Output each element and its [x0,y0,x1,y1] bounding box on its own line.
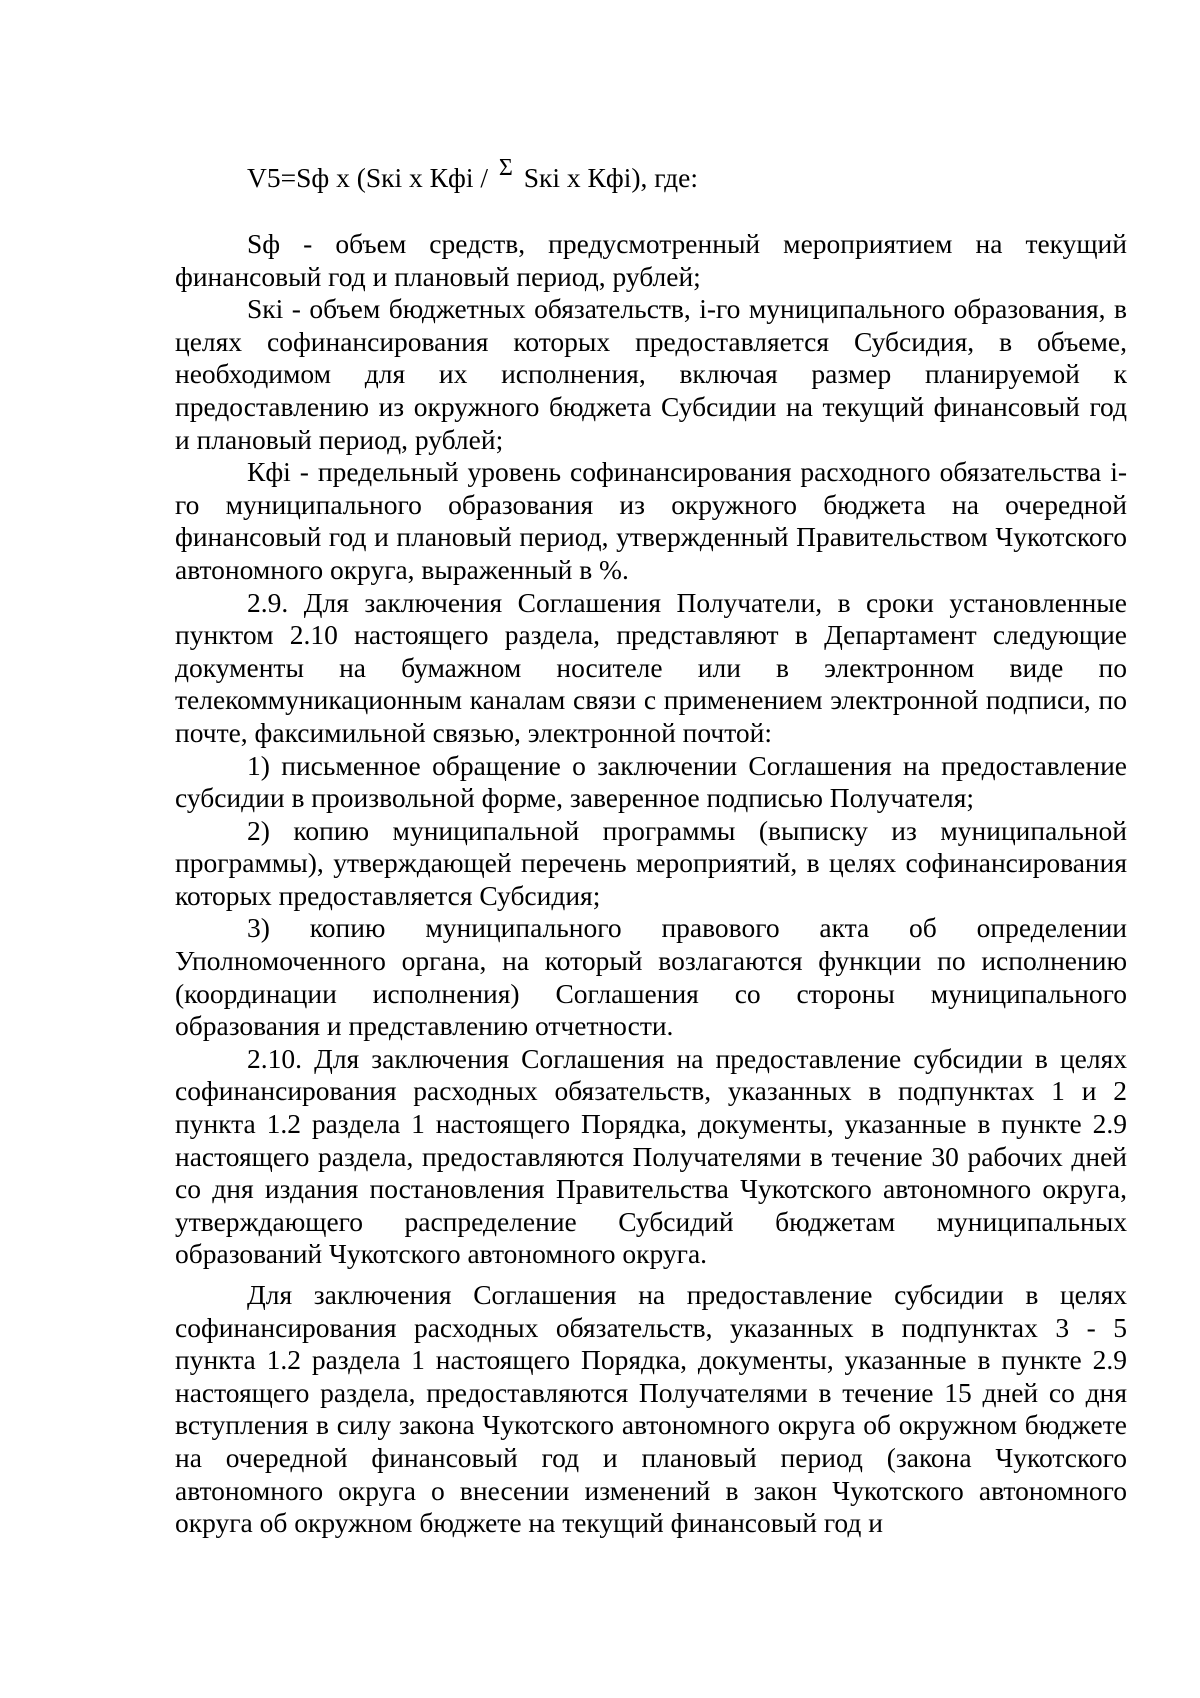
paragraph-item-2: 2) копию муниципальной программы (выписку из муниципальной программы), утверждающей перечень мероприятий, в целях софинансирования которых предоставляется Субсидия; [175,814,1127,911]
paragraph-sf-definition: Sф - объем средств, предусмотренный мероприятием на текущий финансовый год и плановый период, рублей; [175,228,1127,292]
paragraph-2-9: 2.9. Для заключения Соглашения Получатели, в сроки установленные пунктом 2.10 настоящего раздела, представляют в Департамент следующие документы на бумажном носителе или в электронном виде по телекоммуникационным каналам связи с применением электронной подписи, по почте, факсимильной связью, электронной почтой: [175,586,1127,748]
sigma-symbol: Σ [498,155,513,181]
paragraph-ski-definition: Sкi - объем бюджетных обязательств, i-го муниципального образования, в целях софинансирования которых предоставляется Субсидия, в объеме, необходимом для их исполнения, включая размер планируемой к предоставлению из окружного бюджета Субсидии на текущий финансовый год и плановый период, рублей; [175,293,1127,455]
spacer [175,196,1127,228]
document-body [175,148,1127,1540]
paragraph-2-10-continued: Для заключения Соглашения на предоставление субсидии в целях софинансирования расходных обязательств, указанных в подпунктах 3 - 5 пункта 1.2 раздела 1 настоящего Порядка, документы, указанные в пункте 2.9 настоящего раздела, предоставляются Получателями в течение 15 дней со дня вступления в силу закона Чукотского автономного округа об окружном бюджете на очередной финансовый год и плановый период (закона Чукотского автономного округа о внесении изменений в закон Чукотского автономного округа об окружном бюджете на текущий финансовый год и [175,1279,1127,1539]
paragraph-2-10: 2.10. Для заключения Соглашения на предоставление субсидии в целях софинансирования расходных обязательств, указанных в подпунктах 1 и 2 пункта 1.2 раздела 1 настоящего Порядка, документы, указанные в пункте 2.9 настоящего раздела, предоставляются Получателями в течение 30 рабочих дней со дня издания постановления Правительства Чукотского автономного округа, утверждающего распределение Субсидий бюджетам муниципальных образований Чукотского автономного округа. [175,1042,1127,1270]
formula-left: V5=Sф х (Sкi х Кфi / [247,162,489,193]
paragraph-item-3: 3) копию муниципального правового акта об определении Уполномоченного органа, на который возлагаются функции по исполнению (координации исполнения) Соглашения со стороны муниципального образования и представлению отчетности. [175,912,1127,1042]
formula-line [175,155,1127,196]
paragraph-item-1: 1) письменное обращение о заключении Соглашения на предоставление субсидии в произвольной форме, заверенное подписью Получателя; [175,749,1127,814]
formula-right: Sкi х Кфi), где: [523,162,698,193]
paragraph-kfi-definition: Кфi - предельный уровень софинансирования расходного обязательства i-го муниципального образования из окружного бюджета на очередной финансовый год и плановый период, утвержденный Правительством Чукотского автономного округа, выраженный в %. [175,456,1127,585]
